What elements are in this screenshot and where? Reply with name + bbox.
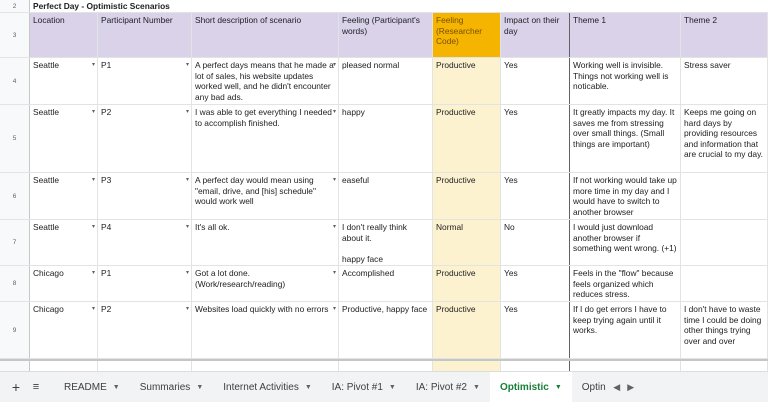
participant-cell[interactable] [98, 105, 192, 172]
row-number[interactable]: 2 [0, 0, 30, 12]
scenario-cell[interactable] [192, 220, 339, 265]
cell-text: Seattle [33, 222, 60, 232]
scenario-cell[interactable] [192, 105, 339, 172]
chevron-down-icon[interactable]: ▼ [304, 383, 312, 391]
tab-label: Optin [581, 381, 606, 393]
header-theme-2[interactable]: Theme 2 [681, 13, 768, 57]
row-number[interactable]: 5 [0, 105, 30, 172]
scroll-right-icon[interactable]: ▶ [627, 381, 635, 392]
feeling-participant-cell[interactable]: happy [339, 105, 433, 172]
header-participant-number[interactable]: Participant Number [98, 13, 192, 57]
feeling-participant-cell[interactable]: Productive, happy face [339, 302, 433, 358]
feeling-participant-cell[interactable]: pleased normal [339, 58, 433, 104]
theme-2-cell[interactable]: Keeps me going on hard days by providing resources and information that are crucial to my day. [681, 105, 768, 172]
header-feeling-researcher[interactable]: Feeling (Researcher Code) [433, 13, 501, 57]
theme-1-cell[interactable]: Feels in the "flow" because feels organized which reduces stress. [570, 266, 681, 301]
cell-text: P1 [101, 268, 112, 278]
scenario-cell[interactable] [192, 173, 339, 219]
tab-summaries[interactable] [130, 372, 214, 403]
chevron-down-icon[interactable]: ▾ [91, 177, 95, 183]
impact-cell[interactable]: No [501, 220, 570, 265]
row-number[interactable]: 7 [0, 220, 30, 265]
location-cell[interactable] [30, 266, 98, 301]
cell-text: P2 [101, 107, 112, 117]
cell-text: Websites load quickly with no errors [195, 304, 329, 314]
table-row [0, 173, 768, 220]
theme-1-cell[interactable]: I would just download another browser if something went wrong. (+1) [570, 220, 681, 265]
participant-cell[interactable] [98, 302, 192, 358]
impact-cell[interactable]: Yes [501, 173, 570, 219]
chevron-down-icon[interactable]: ▾ [91, 224, 95, 230]
cell-text: Chicago [33, 304, 64, 314]
cell-text: It's all ok. [195, 222, 230, 232]
table-row [0, 58, 768, 105]
cell-text: Seattle [33, 107, 60, 117]
chevron-down-icon[interactable]: ▼ [196, 383, 204, 391]
feeling-participant-cell[interactable]: easeful [339, 173, 433, 219]
header-row [0, 13, 768, 58]
theme-2-cell[interactable]: Stress saver [681, 58, 768, 104]
theme-1-cell[interactable]: Working well is invisible. Things not working well is noticable. [570, 58, 681, 104]
theme-2-cell[interactable] [681, 173, 768, 219]
header-scenario[interactable]: Short description of scenario [192, 13, 339, 57]
scroll-left-icon[interactable]: ◀ [613, 381, 621, 392]
chevron-down-icon[interactable]: ▼ [112, 383, 120, 391]
chevron-down-icon[interactable]: ▾ [185, 109, 189, 115]
participant-cell[interactable] [98, 173, 192, 219]
theme-1-cell[interactable]: If not working would take up more time in my day and I would have to switch to another browser [570, 173, 681, 219]
chevron-down-icon[interactable]: ▾ [332, 224, 336, 230]
participant-cell[interactable] [98, 266, 192, 301]
chevron-down-icon[interactable]: ▾ [185, 177, 189, 183]
row-number[interactable]: 8 [0, 266, 30, 301]
participant-cell[interactable] [98, 220, 192, 265]
cell-text: P3 [101, 175, 112, 185]
tab-label: Internet Activities [223, 381, 299, 393]
scenario-cell[interactable] [192, 266, 339, 301]
location-cell[interactable] [30, 58, 98, 104]
table-row [0, 105, 768, 173]
tab-label: IA: Pivot #2 [415, 381, 467, 393]
chevron-down-icon[interactable]: ▾ [91, 306, 95, 312]
header-location[interactable]: Location [30, 13, 98, 57]
chevron-down-icon[interactable]: ▾ [185, 62, 189, 68]
table-row [0, 266, 768, 302]
theme-2-cell[interactable] [681, 220, 768, 265]
chevron-down-icon[interactable]: ▼ [388, 383, 396, 391]
sheet-title[interactable]: Perfect Day - Optimistic Scenarios [33, 1, 170, 11]
scenario-cell[interactable] [192, 302, 339, 358]
tab-ia-pivot-1[interactable] [322, 372, 406, 403]
theme-2-cell[interactable]: I don't have to waste time I could be doing other things trying over and over [681, 302, 768, 358]
cell-text: I was able to get everything I needed to accomplish finished. [195, 107, 332, 128]
row-number[interactable]: 9 [0, 302, 30, 358]
tab-label: Summaries [139, 381, 191, 393]
theme-1-cell[interactable]: If I do get errors I have to keep trying again until it works. [570, 302, 681, 358]
feeling-researcher-cell[interactable]: Productive [433, 105, 501, 172]
cell-text: P4 [101, 222, 112, 232]
chevron-down-icon[interactable]: ▾ [332, 177, 336, 183]
header-feeling-participant[interactable]: Feeling (Participant's words) [339, 13, 433, 57]
chevron-down-icon[interactable]: ▾ [185, 306, 189, 312]
tab-label: README [64, 381, 107, 393]
row-number[interactable]: 3 [0, 13, 30, 57]
title-row [0, 0, 768, 13]
row-number[interactable]: 4 [0, 58, 30, 104]
participant-cell[interactable] [98, 58, 192, 104]
cell-text: A perfect days means that he made a lot of sales, his website updates worked well, and he didn't encounter any bad ads. [195, 60, 334, 102]
chevron-down-icon[interactable]: ▾ [91, 270, 95, 276]
cell-text: Seattle [33, 175, 60, 185]
chevron-down-icon[interactable]: ▾ [332, 270, 336, 276]
location-cell[interactable] [30, 302, 98, 358]
row-number[interactable]: 6 [0, 173, 30, 219]
cell-text: P1 [101, 60, 112, 70]
chevron-down-icon[interactable]: ▾ [185, 270, 189, 276]
cell-text: Got a lot done. (Work/research/reading) [195, 268, 286, 289]
impact-cell[interactable]: Yes [501, 58, 570, 104]
cell-text: Chicago [33, 268, 64, 278]
feeling-researcher-cell[interactable]: Normal [433, 220, 501, 265]
chevron-down-icon[interactable]: ▾ [185, 224, 189, 230]
chevron-down-icon[interactable]: ▾ [91, 62, 95, 68]
cell-text: P2 [101, 304, 112, 314]
feeling-researcher-cell[interactable]: Productive [433, 173, 501, 219]
theme-1-cell[interactable]: It greatly impacts my day. It saves me from stressing over small things. (Small things are important) [570, 105, 681, 172]
tab-optimistic[interactable] [490, 372, 572, 403]
header-impact[interactable]: Impact on their day [501, 13, 570, 57]
chevron-down-icon[interactable]: ▼ [473, 383, 480, 391]
impact-cell[interactable]: Yes [501, 105, 570, 172]
chevron-down-icon[interactable]: ▼ [554, 383, 562, 391]
theme-2-cell[interactable] [681, 266, 768, 301]
tab-label: Optimistic [499, 381, 549, 393]
feeling-researcher-cell[interactable]: Productive [433, 58, 501, 104]
tab-internet-activities[interactable] [213, 372, 322, 403]
chevron-down-icon[interactable]: ▾ [91, 109, 95, 115]
feeling-participant-cell[interactable]: I don't really think about it. happy face [339, 220, 433, 265]
feeling-researcher-cell[interactable]: Productive [433, 302, 501, 358]
location-cell[interactable] [30, 105, 98, 172]
location-cell[interactable] [30, 173, 98, 219]
table-row [0, 220, 768, 266]
add-sheet-icon[interactable]: + [11, 379, 21, 395]
impact-cell[interactable]: Yes [501, 302, 570, 358]
tab-ia-pivot-2[interactable] [406, 372, 490, 403]
cell-text: Seattle [33, 60, 60, 70]
chevron-down-icon[interactable]: ▾ [332, 109, 336, 115]
impact-cell[interactable]: Yes [501, 266, 570, 301]
header-theme-1[interactable]: Theme 1 [570, 13, 681, 57]
row-divider [0, 359, 768, 361]
feeling-participant-cell[interactable]: Accomplished [339, 266, 433, 301]
tab-label: IA: Pivot #1 [331, 381, 383, 393]
all-sheets-icon[interactable]: ≡ [32, 381, 40, 393]
location-cell[interactable] [30, 220, 98, 265]
chevron-down-icon[interactable]: ▾ [332, 306, 336, 312]
tab-readme[interactable] [54, 372, 130, 403]
cell-text: A perfect day would mean using "email, drive, and [his] schedule" would work well [195, 175, 316, 207]
scenario-cell[interactable] [192, 58, 339, 104]
feeling-researcher-cell[interactable]: Productive [433, 266, 501, 301]
tab-optin[interactable] [572, 372, 610, 403]
sheet-tab-bar [0, 371, 768, 402]
table-row [0, 302, 768, 359]
chevron-down-icon[interactable]: ▾ [332, 62, 336, 68]
